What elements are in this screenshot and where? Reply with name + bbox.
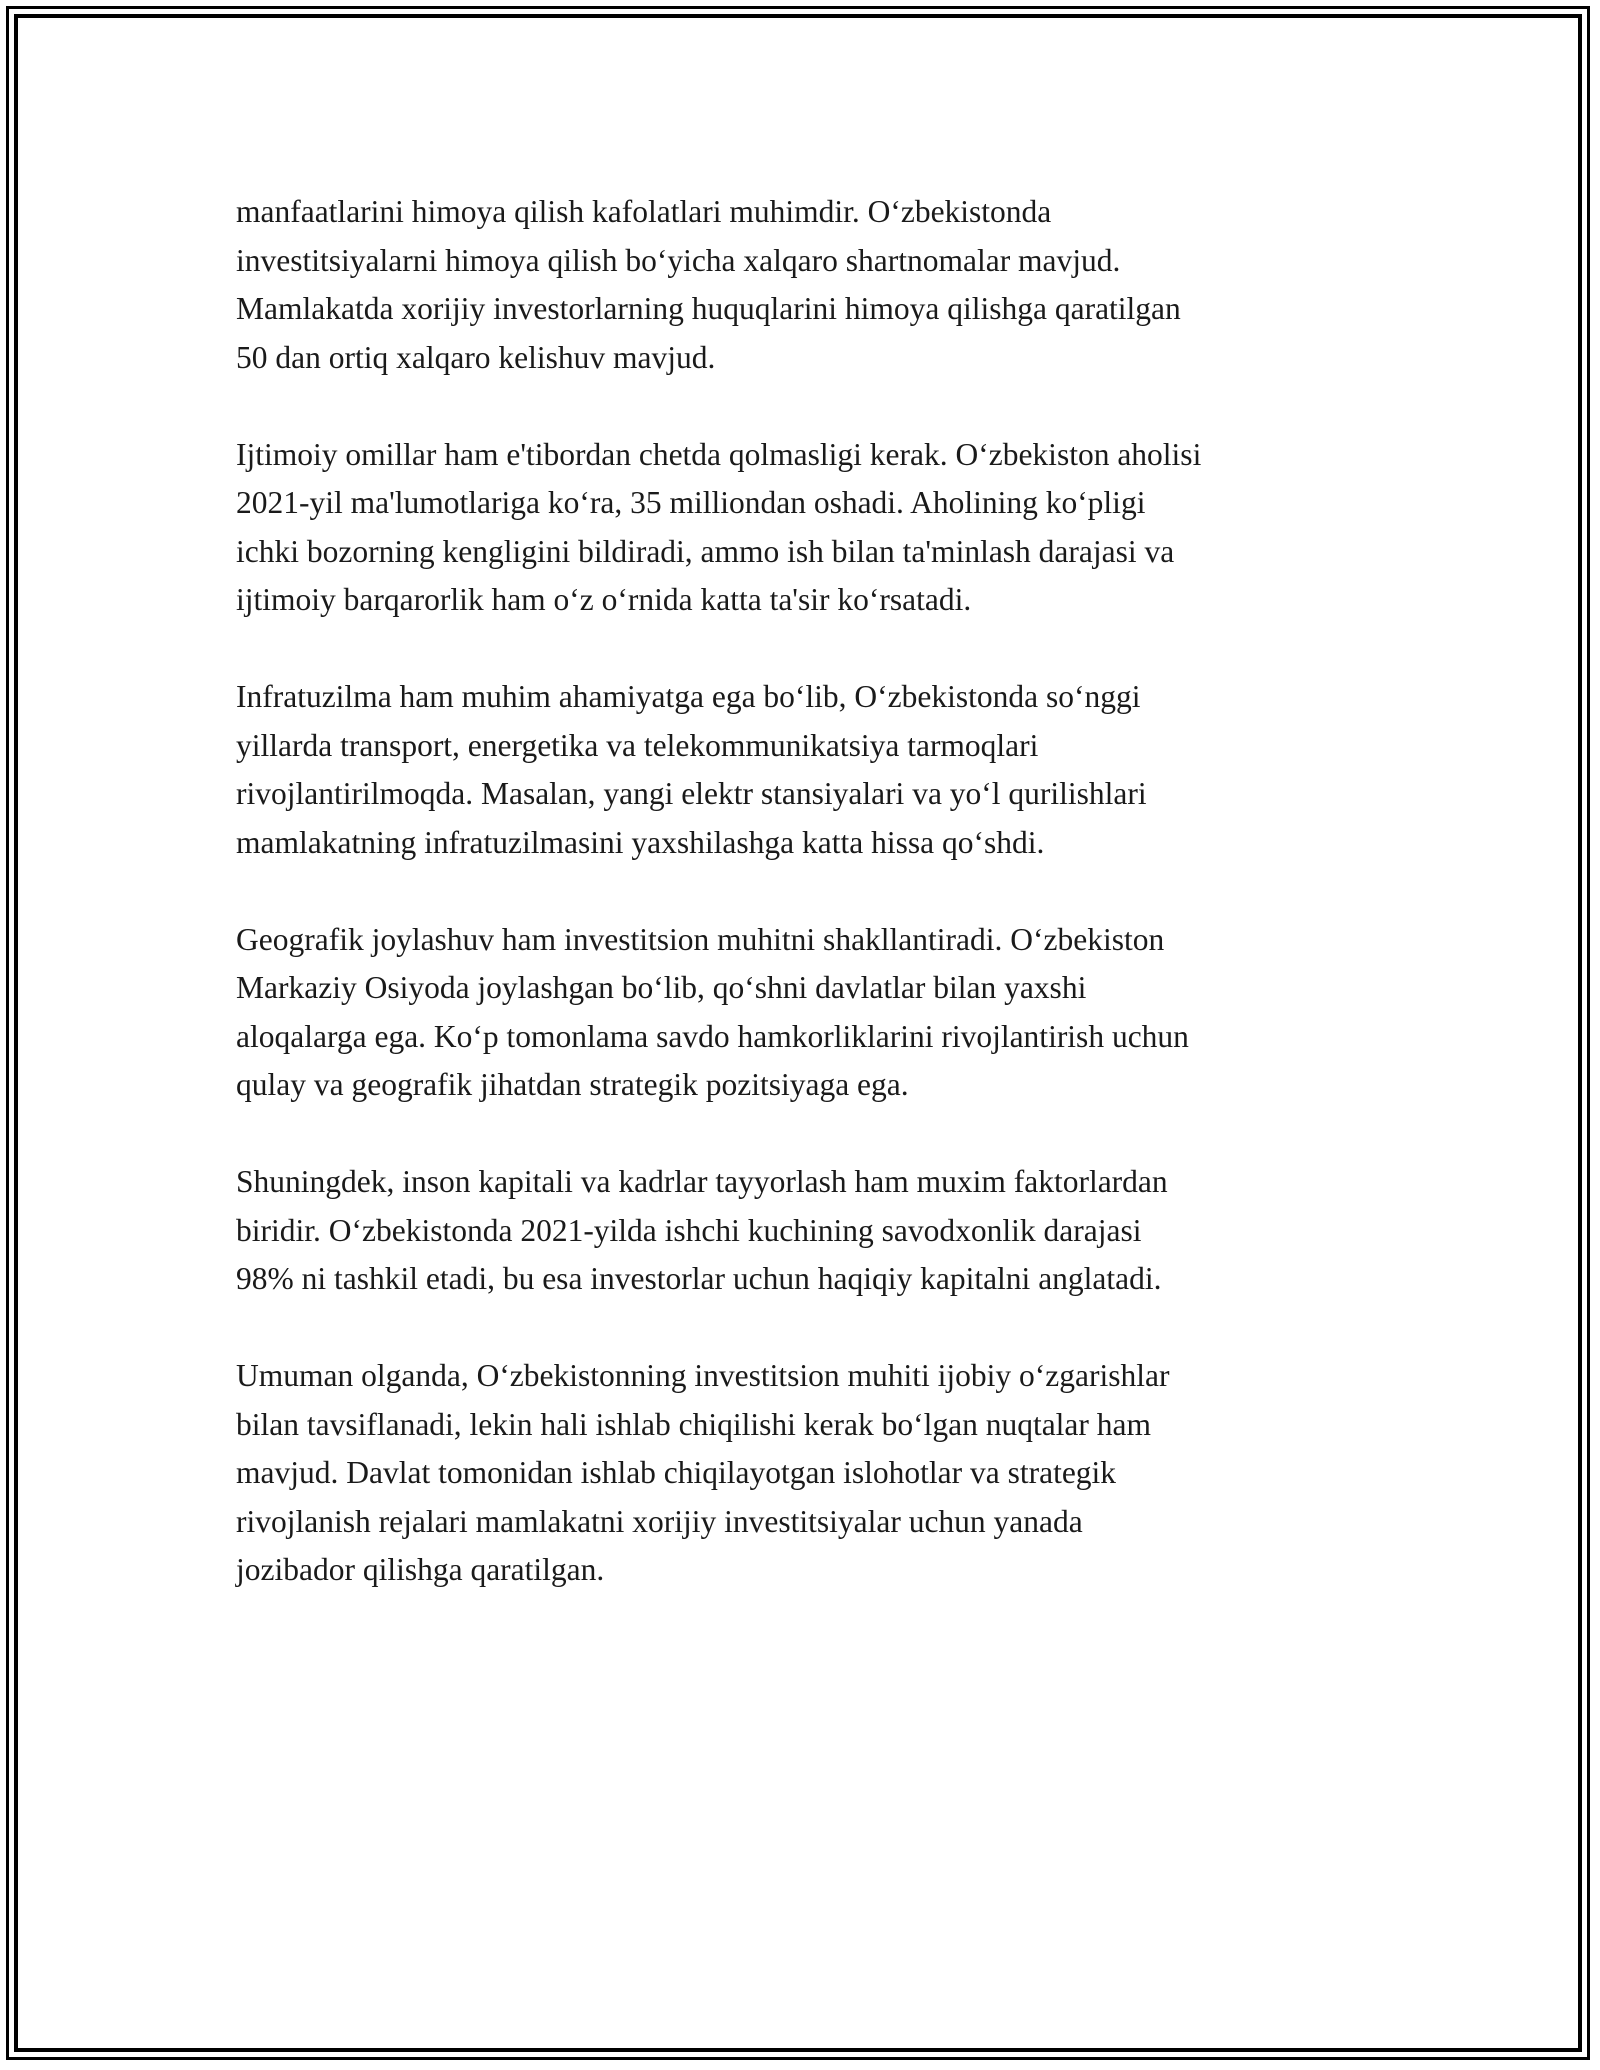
text-line: 98% ni tashkil etadi, bu esa investorlar uchun haqiqiy kapitalni anglatadi. [236,1261,1162,1296]
paragraph-social-factors [236,431,1376,625]
text-line: manfaatlarini himoya qilish kafolatlari muhimdir. O‘zbekistonda [236,194,1052,229]
document-body [236,188,1376,1643]
paragraph-infrastructure [236,673,1376,867]
text-line: Markaziy Osiyoda joylashgan bo‘lib, qo‘shni davlatlar bilan yaxshi [236,970,1087,1005]
text-line: Ijtimoiy omillar ham e'tibordan chetda qolmasligi kerak. O‘zbekiston aholisi [236,436,1202,472]
text-line: rivojlanish rejalari mamlakatni xorijiy investitsiyalar uchun yanada [236,1503,1083,1539]
text-line: bilan tavsiflanadi, lekin hali ishlab chiqilishi kerak bo‘lgan nuqtalar ham [236,1406,1152,1442]
text-line: ijtimoiy barqarorlik ham o‘z o‘rnida katta ta'sir ko‘rsatadi. [236,582,972,617]
text-line: mamlakatning infratuzilmasini yaxshilashga katta hissa qo‘shdi. [236,824,1045,860]
paragraph-geography [236,916,1376,1110]
text-line: rivojlantirilmoqda. Masalan, yangi elektr stansiyalari va yo‘l qurilishlari [236,776,1147,811]
text-line: ichki bozorning kengligini bildiradi, ammo ish bilan ta'minlash darajasi va [236,533,1175,569]
text-line: yillarda transport, energetika va telekommunikatsiya tarmoqlari [236,727,1039,763]
text-line: 2021-yil ma'lumotlariga ko‘ra, 35 milliondan oshadi. Aholining ko‘pligi [236,485,1146,520]
text-line: Shuningdek, inson kapitali va kadrlar tayyorlash ham muxim faktorlardan [236,1164,1168,1199]
paragraph-human-capital [236,1158,1376,1304]
text-line: Mamlakatda xorijiy investorlarning huquqlarini himoya qilishga qaratilgan [236,291,1181,326]
paragraph-investor-protection [236,188,1376,382]
text-line: qulay va geografik jihatdan strategik pozitsiyaga ega. [236,1067,909,1102]
text-line: Geografik joylashuv ham investitsion muhitni shakllantiradi. O‘zbekiston [236,921,1165,957]
text-line: jozibador qilishga qaratilgan. [236,1552,605,1587]
text-line: aloqalarga ega. Ko‘p tomonlama savdo hamkorliklarini rivojlantirish uchun [236,1018,1189,1054]
text-line: Infratuzilma ham muhim ahamiyatga ega bo‘lib, O‘zbekistonda so‘nggi [236,679,1141,714]
text-line: Umuman olganda, O‘zbekistonning investitsion muhiti ijobiy o‘zgarishlar [236,1358,1170,1393]
text-line: investitsiyalarni himoya qilish bo‘yicha xalqaro shartnomalar mavjud. [236,242,1121,278]
text-line: biridir. O‘zbekistonda 2021-yilda ishchi kuchining savodxonlik darajasi [236,1212,1142,1248]
text-line: mavjud. Davlat tomonidan ishlab chiqilayotgan islohotlar va strategik [236,1455,1117,1490]
paragraph-conclusion [236,1352,1376,1595]
text-line: 50 dan ortiq xalqaro kelishuv mavjud. [236,339,716,375]
